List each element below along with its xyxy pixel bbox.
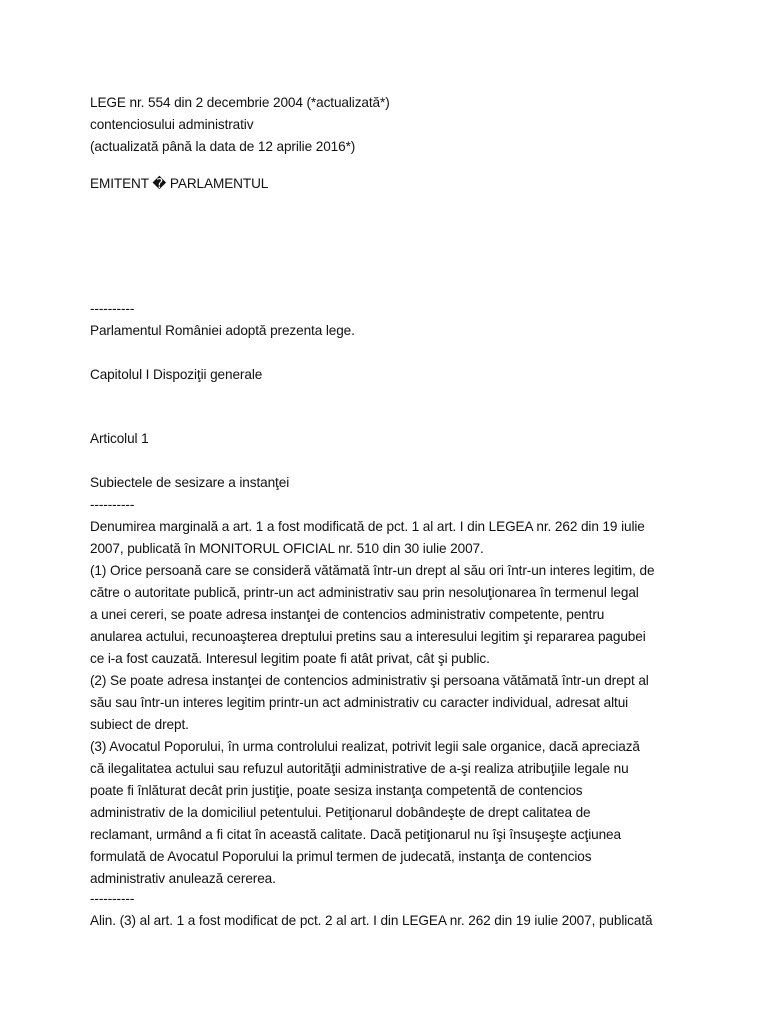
paragraph-line: că ilegalitatea actului sau refuzul autorităţii administrative de a-şi realiza atribuţiile legale nu — [90, 761, 629, 776]
article-title: Articolul 1 — [90, 431, 149, 446]
paragraph-line: (3) Avocatul Poporului, în urma controlului realizat, potrivit legii sale organice, dacă apreciază — [90, 739, 640, 754]
paragraph-line: ce i-a fost cauzată. Interesul legitim poate fi atât privat, cât şi public. — [90, 651, 490, 666]
paragraph-line: formulată de Avocatul Poporului la primul termen de judecată, instanţa de contencios — [90, 849, 592, 864]
paragraph-line: administrativ anulează cererea. — [90, 871, 276, 886]
law-subject: contenciosului administrativ — [90, 117, 254, 132]
note-line: 2007, publicată în MONITORUL OFICIAL nr. 510 din 30 iulie 2007. — [90, 541, 484, 556]
law-title: LEGE nr. 554 din 2 decembrie 2004 (*actualizată*) — [90, 95, 390, 110]
chapter-heading: Capitolul I Dispoziţii generale — [90, 367, 263, 382]
law-issuer: EMITENT � PARLAMENTUL — [90, 176, 269, 191]
paragraph-line: subiect de drept. — [90, 717, 189, 732]
separator: ---------- — [90, 497, 135, 512]
law-update-note: (actualizată până la data de 12 aprilie 2016*) — [90, 139, 356, 154]
paragraph-line: administrativ de la domiciliul petentului. Petiţionarul dobândeşte de drept calitatea de — [90, 805, 591, 820]
paragraph-line: a unei cereri, se poate adresa instanţei de contencios administrativ competente, pentru — [90, 607, 605, 622]
paragraph-line: său sau într-un interes legitim printr-un act administrativ cu caracter individual, adresat altui — [90, 695, 629, 710]
paragraph-line: poate fi înlăturat decât prin justiţie, poate sesiza instanţa competentă de contencios — [90, 783, 583, 798]
note-line: Alin. (3) al art. 1 a fost modificat de pct. 2 al art. I din LEGEA nr. 262 din 19 iulie 2007, publicată — [90, 913, 653, 928]
separator: ---------- — [90, 301, 135, 316]
article-heading: Subiectele de sesizare a instanţei — [90, 475, 290, 490]
paragraph-line: reclamant, urmând a fi citat în această calitate. Dacă petiţionarul nu îşi însuşeşte acţiunea — [90, 827, 621, 842]
adoption-statement: Parlamentul României adoptă prezenta lege. — [90, 323, 355, 338]
paragraph-line: anularea actului, recunoaşterea dreptului pretins sau a interesului legitim şi repararea pagubei — [90, 629, 646, 644]
note-line: Denumirea marginală a art. 1 a fost modificată de pct. 1 al art. I din LEGEA nr. 262 din 19 iulie — [90, 519, 645, 534]
paragraph-line: (1) Orice persoană care se consideră vătămată într-un drept al său ori într-un interes legitim, de — [90, 563, 655, 578]
separator: ---------- — [90, 891, 135, 906]
paragraph-line: către o autoritate publică, printr-un act administrativ sau prin nesoluţionarea în termenul legal — [90, 585, 639, 600]
paragraph-line: (2) Se poate adresa instanţei de contencios administrativ şi persoana vătămată într-un drept al — [90, 673, 649, 688]
